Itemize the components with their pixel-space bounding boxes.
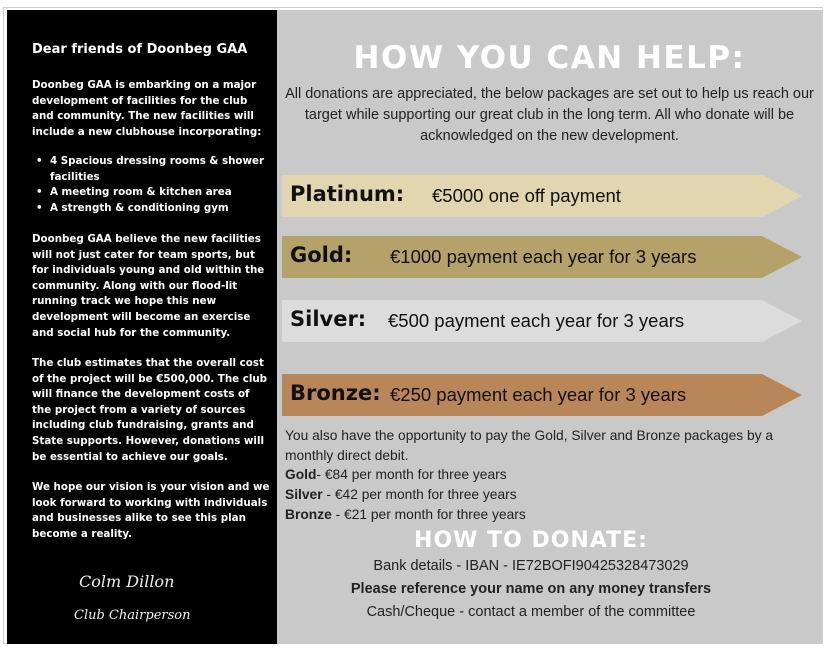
- letter-paragraph-3: The club estimates that the overall cost of the project will be €500,000. The club will finance the development costs of the project from a variety of sources including club fundraising, grants and State supports. However, donations will be essential to achieve our goals.: [32, 357, 268, 463]
- reference-note: Please reference your name on any money transfers: [350, 581, 712, 597]
- platinum-arrow: [282, 175, 802, 217]
- signature-name: Colm Dillon: [79, 572, 175, 591]
- monthly-silver-tier: Silver: [285, 487, 323, 502]
- facility-item: • A strength & conditioning gym: [50, 201, 272, 217]
- gold-arrow: [282, 236, 802, 278]
- letter-paragraph-4: We hope our vision is your vision and we look forward to working with individuals and businesses alike to see this plan become a reality.: [32, 481, 270, 540]
- silver-text: €500 payment each year for 3 years: [388, 310, 685, 331]
- bronze-arrow: [282, 374, 802, 416]
- monthly-bronze-tier: Bronze: [285, 507, 332, 522]
- donate-heading: HOW TO DONATE:: [414, 528, 648, 553]
- letter-greeting: Dear friends of Doonbeg GAA: [32, 42, 248, 57]
- direct-debit-intro: You also have the opportunity to pay the Gold, Silver and Bronze packages by a monthly direct debit.: [285, 428, 774, 463]
- letter-paragraph-1: Doonbeg GAA is embarking on a major development of facilities for the club and community. The new facilities will include a new clubhouse incorporating:: [32, 79, 262, 138]
- bronze-label: Bronze:: [290, 381, 381, 405]
- monthly-gold-tier: Gold: [285, 467, 317, 482]
- monthly-gold-text: - €84 per month for three years: [316, 467, 507, 482]
- letter-paragraph-2: Doonbeg GAA believe the new facilities will not just cater for team sports, but for individuals young and old within the community. Along with our flood-lit running track we hope this new development will become an exercise and social hub for the community.: [32, 233, 265, 339]
- gold-label: Gold:: [290, 243, 353, 267]
- silver-arrow: [282, 300, 802, 342]
- monthly-silver-text: - €42 per month for three years: [322, 487, 517, 502]
- signature-title: Club Chairperson: [74, 608, 191, 623]
- facility-item: • 4 Spacious dressing rooms & shower facilities: [50, 154, 272, 185]
- help-heading: HOW YOU CAN HELP:: [353, 40, 746, 76]
- facilities-list: [32, 154, 272, 216]
- monthly-gold: [285, 465, 815, 485]
- bank-details: Bank details - IBAN - IE72BOFI90425328473029: [373, 558, 689, 574]
- facility-item: • A meeting room & kitchen area: [50, 185, 272, 201]
- platinum-label: Platinum:: [290, 182, 405, 206]
- letter-panel: [7, 10, 277, 644]
- monthly-bronze-text: - €21 per month for three years: [331, 507, 526, 522]
- help-intro: All donations are appreciated, the below packages are set out to help us reach our target while supporting our great club in the long term. All who donate will be acknowledged on the new development.: [285, 86, 814, 144]
- silver-label: Silver:: [290, 307, 367, 331]
- gold-text: €1000 payment each year for 3 years: [390, 246, 697, 267]
- bronze-text: €250 payment each year for 3 years: [390, 384, 687, 405]
- platinum-text: €5000 one off payment: [432, 185, 621, 206]
- monthly-bronze: [285, 505, 815, 525]
- help-panel: [277, 10, 822, 644]
- monthly-silver: [285, 485, 815, 505]
- cash-cheque-note: Cash/Cheque - contact a member of the committee: [366, 604, 696, 620]
